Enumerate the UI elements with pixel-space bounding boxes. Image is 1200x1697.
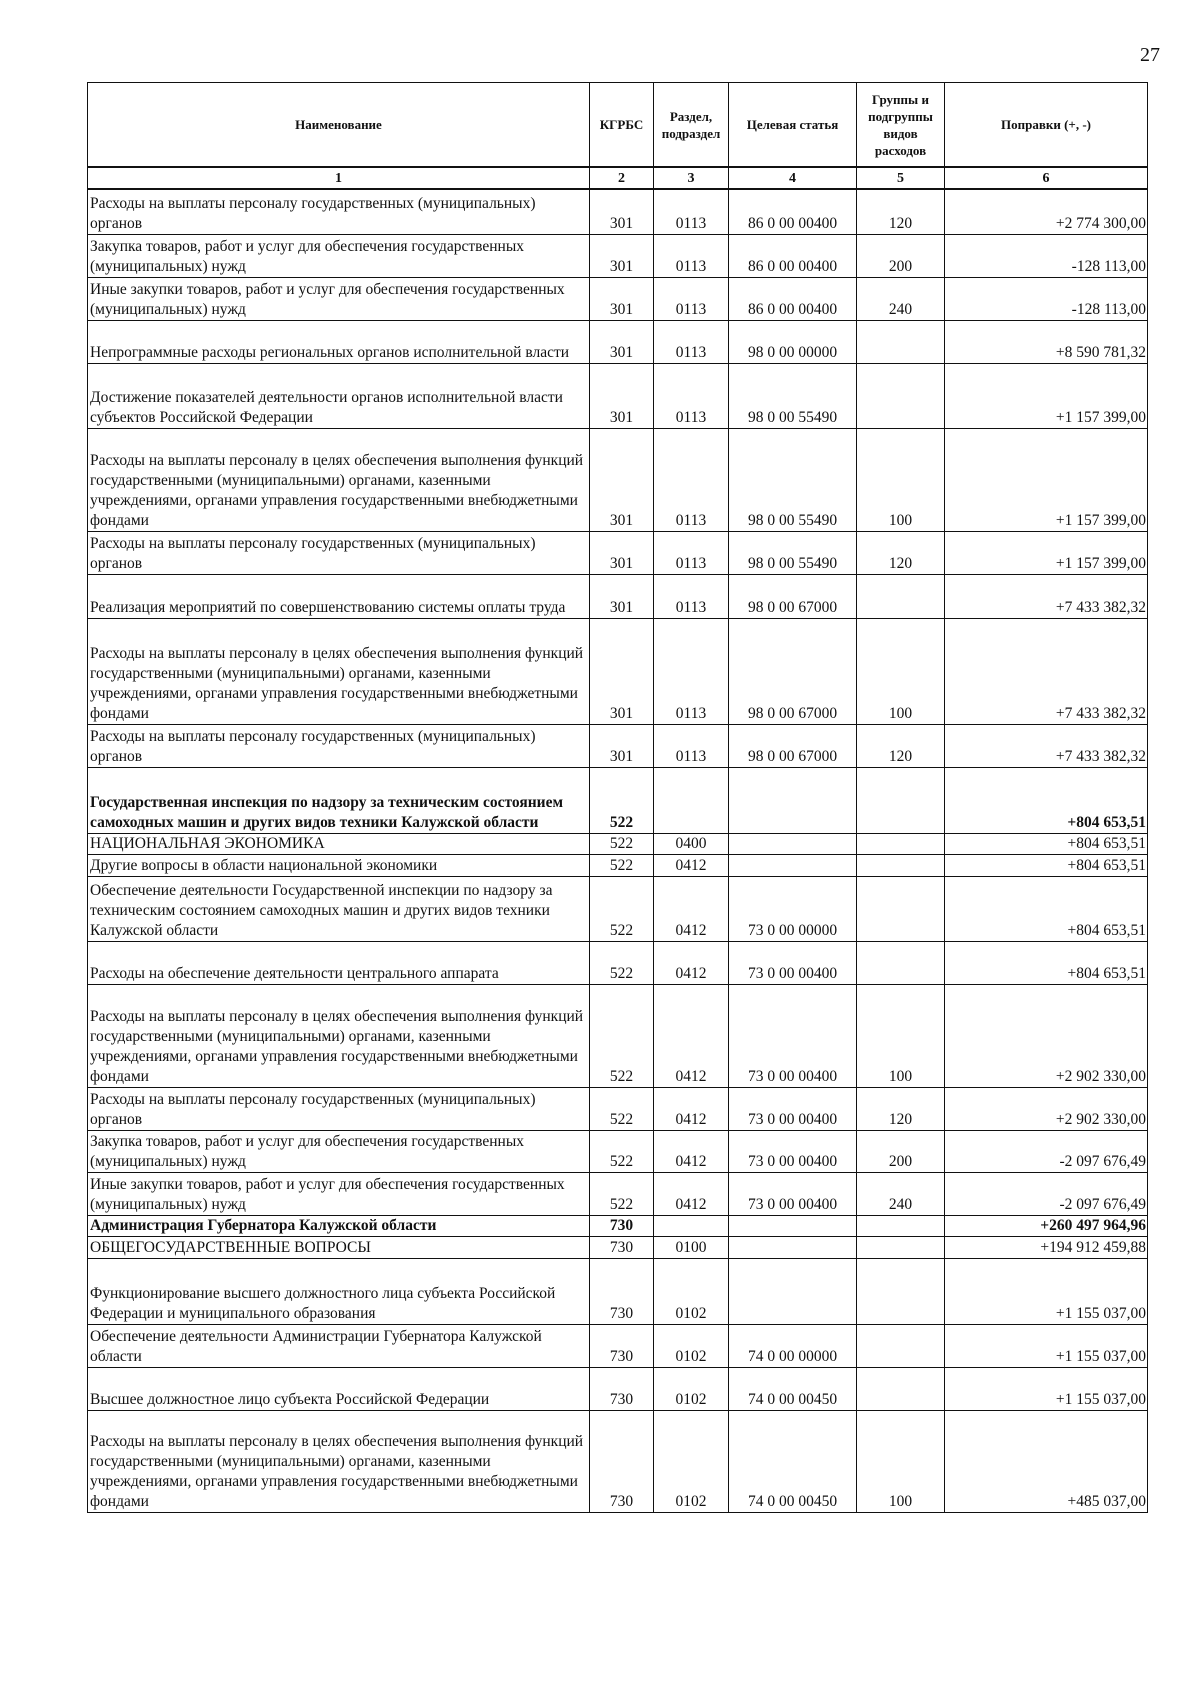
row-section: 0100 xyxy=(654,1236,729,1258)
row-target-article: 86 0 00 00400 xyxy=(729,277,857,320)
table-row xyxy=(88,1172,1148,1215)
row-amount: +194 912 459,88 xyxy=(945,1236,1148,1258)
row-kgrbs: 522 xyxy=(590,1130,654,1172)
page-number: 27 xyxy=(1140,44,1160,66)
row-section: 0102 xyxy=(654,1324,729,1367)
row-target-article: 73 0 00 00400 xyxy=(729,1130,857,1172)
row-target-article xyxy=(729,767,857,833)
row-kgrbs: 522 xyxy=(590,876,654,941)
row-amount: +8 590 781,32 xyxy=(945,320,1148,363)
row-expense-group: 240 xyxy=(857,1172,945,1215)
column-number: 2 xyxy=(590,167,654,189)
row-expense-group xyxy=(857,1258,945,1324)
row-kgrbs: 730 xyxy=(590,1324,654,1367)
column-number: 5 xyxy=(857,167,945,189)
row-name: Функционирование высшего должностного лица субъекта Российской Федерации и муниципального образования xyxy=(88,1258,590,1324)
row-kgrbs: 301 xyxy=(590,234,654,277)
row-section: 0412 xyxy=(654,1087,729,1130)
table-row xyxy=(88,1215,1148,1236)
row-section: 0113 xyxy=(654,618,729,724)
row-kgrbs: 522 xyxy=(590,767,654,833)
row-section: 0412 xyxy=(654,984,729,1087)
row-target-article xyxy=(729,1215,857,1236)
row-amount: +804 653,51 xyxy=(945,833,1148,854)
row-expense-group: 100 xyxy=(857,618,945,724)
header-target: Целевая статья xyxy=(729,83,857,168)
row-amount: +1 155 037,00 xyxy=(945,1324,1148,1367)
row-name: Администрация Губернатора Калужской области xyxy=(88,1215,590,1236)
column-number: 3 xyxy=(654,167,729,189)
row-kgrbs: 730 xyxy=(590,1236,654,1258)
row-amount: -2 097 676,49 xyxy=(945,1130,1148,1172)
row-amount: +1 157 399,00 xyxy=(945,363,1148,428)
row-target-article: 73 0 00 00000 xyxy=(729,876,857,941)
row-section: 0113 xyxy=(654,277,729,320)
table-row xyxy=(88,876,1148,941)
row-amount: +2 902 330,00 xyxy=(945,984,1148,1087)
row-name: Другие вопросы в области национальной экономики xyxy=(88,854,590,876)
row-expense-group: 200 xyxy=(857,1130,945,1172)
row-target-article: 98 0 00 55490 xyxy=(729,363,857,428)
row-target-article: 86 0 00 00400 xyxy=(729,234,857,277)
row-name: Расходы на выплаты персоналу в целях обеспечения выполнения функций государственными (муниципальными) органами, казенными учреждениями, органами управления государственными внебюджетными фондами xyxy=(88,618,590,724)
row-name: Обеспечение деятельности Администрации Губернатора Калужской области xyxy=(88,1324,590,1367)
row-expense-group xyxy=(857,363,945,428)
row-section: 0113 xyxy=(654,234,729,277)
table-row xyxy=(88,984,1148,1087)
row-amount: +7 433 382,32 xyxy=(945,574,1148,618)
row-name: Непрограммные расходы региональных органов исполнительной власти xyxy=(88,320,590,363)
column-number: 6 xyxy=(945,167,1148,189)
row-target-article: 73 0 00 00400 xyxy=(729,941,857,984)
row-kgrbs: 301 xyxy=(590,320,654,363)
row-amount: +804 653,51 xyxy=(945,767,1148,833)
row-name: Расходы на выплаты персоналу государственных (муниципальных) органов xyxy=(88,189,590,234)
row-expense-group xyxy=(857,1215,945,1236)
row-expense-group: 100 xyxy=(857,428,945,531)
row-kgrbs: 301 xyxy=(590,618,654,724)
row-section: 0412 xyxy=(654,941,729,984)
row-section: 0113 xyxy=(654,428,729,531)
row-amount: -2 097 676,49 xyxy=(945,1172,1148,1215)
row-amount: +804 653,51 xyxy=(945,941,1148,984)
header-amount: Поправки (+, -) xyxy=(945,83,1148,168)
row-section: 0113 xyxy=(654,320,729,363)
row-expense-group xyxy=(857,1324,945,1367)
row-target-article xyxy=(729,854,857,876)
row-section: 0412 xyxy=(654,876,729,941)
row-expense-group: 120 xyxy=(857,531,945,574)
table-row xyxy=(88,1367,1148,1410)
row-target-article: 98 0 00 67000 xyxy=(729,618,857,724)
row-kgrbs: 301 xyxy=(590,574,654,618)
table-row xyxy=(88,1130,1148,1172)
row-amount: +260 497 964,96 xyxy=(945,1215,1148,1236)
row-section: 0102 xyxy=(654,1258,729,1324)
table-row xyxy=(88,363,1148,428)
row-section xyxy=(654,1215,729,1236)
row-expense-group xyxy=(857,941,945,984)
table-row xyxy=(88,833,1148,854)
budget-amendments-table xyxy=(87,82,1148,1513)
row-target-article: 98 0 00 67000 xyxy=(729,574,857,618)
table-row xyxy=(88,234,1148,277)
row-section: 0113 xyxy=(654,363,729,428)
row-expense-group xyxy=(857,320,945,363)
row-target-article: 98 0 00 55490 xyxy=(729,531,857,574)
row-name: Высшее должностное лицо субъекта Российской Федерации xyxy=(88,1367,590,1410)
table-header-row xyxy=(88,83,1148,168)
row-name: Государственная инспекция по надзору за техническим состоянием самоходных машин и других видов техники Калужской области xyxy=(88,767,590,833)
row-kgrbs: 522 xyxy=(590,833,654,854)
table-row xyxy=(88,277,1148,320)
row-name: Реализация мероприятий по совершенствованию системы оплаты труда xyxy=(88,574,590,618)
table-row xyxy=(88,531,1148,574)
row-name: Закупка товаров, работ и услуг для обеспечения государственных (муниципальных) нужд xyxy=(88,234,590,277)
row-section: 0113 xyxy=(654,189,729,234)
row-amount: +1 157 399,00 xyxy=(945,428,1148,531)
row-kgrbs: 730 xyxy=(590,1367,654,1410)
header-kgrbs: КГРБС xyxy=(590,83,654,168)
row-kgrbs: 522 xyxy=(590,941,654,984)
row-target-article: 74 0 00 00000 xyxy=(729,1324,857,1367)
row-section: 0113 xyxy=(654,531,729,574)
row-name: Иные закупки товаров, работ и услуг для обеспечения государственных (муниципальных) нужд xyxy=(88,1172,590,1215)
table-row xyxy=(88,618,1148,724)
row-expense-group xyxy=(857,574,945,618)
row-section: 0412 xyxy=(654,1172,729,1215)
table-row xyxy=(88,854,1148,876)
row-name: Расходы на выплаты персоналу в целях обеспечения выполнения функций государственными (муниципальными) органами, казенными учреждениями, органами управления государственными внебюджетными фондами xyxy=(88,984,590,1087)
row-section: 0400 xyxy=(654,833,729,854)
table-row xyxy=(88,1087,1148,1130)
row-section: 0412 xyxy=(654,854,729,876)
row-kgrbs: 730 xyxy=(590,1215,654,1236)
row-target-article: 98 0 00 00000 xyxy=(729,320,857,363)
header-name: Наименование xyxy=(88,83,590,168)
table-row xyxy=(88,724,1148,767)
row-expense-group: 120 xyxy=(857,189,945,234)
row-name: Обеспечение деятельности Государственной инспекции по надзору за техническим состоянием самоходных машин и других видов техники Калужской области xyxy=(88,876,590,941)
row-section: 0113 xyxy=(654,724,729,767)
table-row xyxy=(88,1410,1148,1512)
row-kgrbs: 522 xyxy=(590,1172,654,1215)
row-name: Расходы на выплаты персоналу в целях обеспечения выполнения функций государственными (муниципальными) органами, казенными учреждениями, органами управления государственными внебюджетными фондами xyxy=(88,428,590,531)
row-amount: +7 433 382,32 xyxy=(945,618,1148,724)
row-kgrbs: 301 xyxy=(590,363,654,428)
row-kgrbs: 301 xyxy=(590,724,654,767)
row-name: Расходы на выплаты персоналу государственных (муниципальных) органов xyxy=(88,1087,590,1130)
row-amount: +804 653,51 xyxy=(945,876,1148,941)
row-kgrbs: 301 xyxy=(590,277,654,320)
table-row xyxy=(88,574,1148,618)
row-target-article: 98 0 00 55490 xyxy=(729,428,857,531)
row-expense-group xyxy=(857,1236,945,1258)
table-row xyxy=(88,428,1148,531)
row-name: Расходы на выплаты персоналу государственных (муниципальных) органов xyxy=(88,531,590,574)
table-body xyxy=(88,189,1148,1512)
row-target-article: 74 0 00 00450 xyxy=(729,1410,857,1512)
row-expense-group xyxy=(857,767,945,833)
header-group: Группы и подгруппы видов расходов xyxy=(857,83,945,168)
row-target-article: 73 0 00 00400 xyxy=(729,1172,857,1215)
row-kgrbs: 730 xyxy=(590,1258,654,1324)
table-row xyxy=(88,767,1148,833)
row-section: 0113 xyxy=(654,574,729,618)
row-expense-group xyxy=(857,833,945,854)
row-expense-group: 100 xyxy=(857,1410,945,1512)
row-amount: +2 774 300,00 xyxy=(945,189,1148,234)
row-name: Расходы на обеспечение деятельности центрального аппарата xyxy=(88,941,590,984)
row-section: 0412 xyxy=(654,1130,729,1172)
row-name: Расходы на выплаты персоналу государственных (муниципальных) органов xyxy=(88,724,590,767)
row-amount: +1 157 399,00 xyxy=(945,531,1148,574)
table-row xyxy=(88,189,1148,234)
row-name: Иные закупки товаров, работ и услуг для обеспечения государственных (муниципальных) нужд xyxy=(88,277,590,320)
row-target-article: 98 0 00 67000 xyxy=(729,724,857,767)
row-target-article: 73 0 00 00400 xyxy=(729,1087,857,1130)
row-amount: +804 653,51 xyxy=(945,854,1148,876)
row-expense-group xyxy=(857,1367,945,1410)
row-kgrbs: 522 xyxy=(590,1087,654,1130)
row-section xyxy=(654,767,729,833)
row-expense-group: 120 xyxy=(857,1087,945,1130)
row-kgrbs: 730 xyxy=(590,1410,654,1512)
row-amount: +7 433 382,32 xyxy=(945,724,1148,767)
row-target-article xyxy=(729,1236,857,1258)
row-expense-group: 120 xyxy=(857,724,945,767)
row-kgrbs: 522 xyxy=(590,854,654,876)
row-amount: -128 113,00 xyxy=(945,277,1148,320)
row-expense-group: 200 xyxy=(857,234,945,277)
row-section: 0102 xyxy=(654,1367,729,1410)
row-target-article: 73 0 00 00400 xyxy=(729,984,857,1087)
row-amount: +2 902 330,00 xyxy=(945,1087,1148,1130)
column-number: 1 xyxy=(88,167,590,189)
table-row xyxy=(88,1258,1148,1324)
row-name: ОБЩЕГОСУДАРСТВЕННЫЕ ВОПРОСЫ xyxy=(88,1236,590,1258)
row-target-article xyxy=(729,1258,857,1324)
column-number: 4 xyxy=(729,167,857,189)
row-amount: +1 155 037,00 xyxy=(945,1367,1148,1410)
row-expense-group: 100 xyxy=(857,984,945,1087)
row-kgrbs: 301 xyxy=(590,428,654,531)
column-number-row xyxy=(88,167,1148,189)
table-row xyxy=(88,1236,1148,1258)
row-kgrbs: 522 xyxy=(590,984,654,1087)
row-kgrbs: 301 xyxy=(590,189,654,234)
row-name: НАЦИОНАЛЬНАЯ ЭКОНОМИКА xyxy=(88,833,590,854)
row-target-article: 86 0 00 00400 xyxy=(729,189,857,234)
table-row xyxy=(88,941,1148,984)
row-kgrbs: 301 xyxy=(590,531,654,574)
row-amount: +1 155 037,00 xyxy=(945,1258,1148,1324)
row-target-article xyxy=(729,833,857,854)
table-row xyxy=(88,1324,1148,1367)
row-expense-group xyxy=(857,854,945,876)
row-name: Закупка товаров, работ и услуг для обеспечения государственных (муниципальных) нужд xyxy=(88,1130,590,1172)
row-expense-group: 240 xyxy=(857,277,945,320)
row-amount: +485 037,00 xyxy=(945,1410,1148,1512)
row-name: Расходы на выплаты персоналу в целях обеспечения выполнения функций государственными (муниципальными) органами, казенными учреждениями, органами управления государственными внебюджетными фондами xyxy=(88,1410,590,1512)
row-section: 0102 xyxy=(654,1410,729,1512)
row-target-article: 74 0 00 00450 xyxy=(729,1367,857,1410)
table-row xyxy=(88,320,1148,363)
header-section: Раздел, подраздел xyxy=(654,83,729,168)
row-amount: -128 113,00 xyxy=(945,234,1148,277)
row-expense-group xyxy=(857,876,945,941)
row-name: Достижение показателей деятельности органов исполнительной власти субъектов Российской Федерации xyxy=(88,363,590,428)
